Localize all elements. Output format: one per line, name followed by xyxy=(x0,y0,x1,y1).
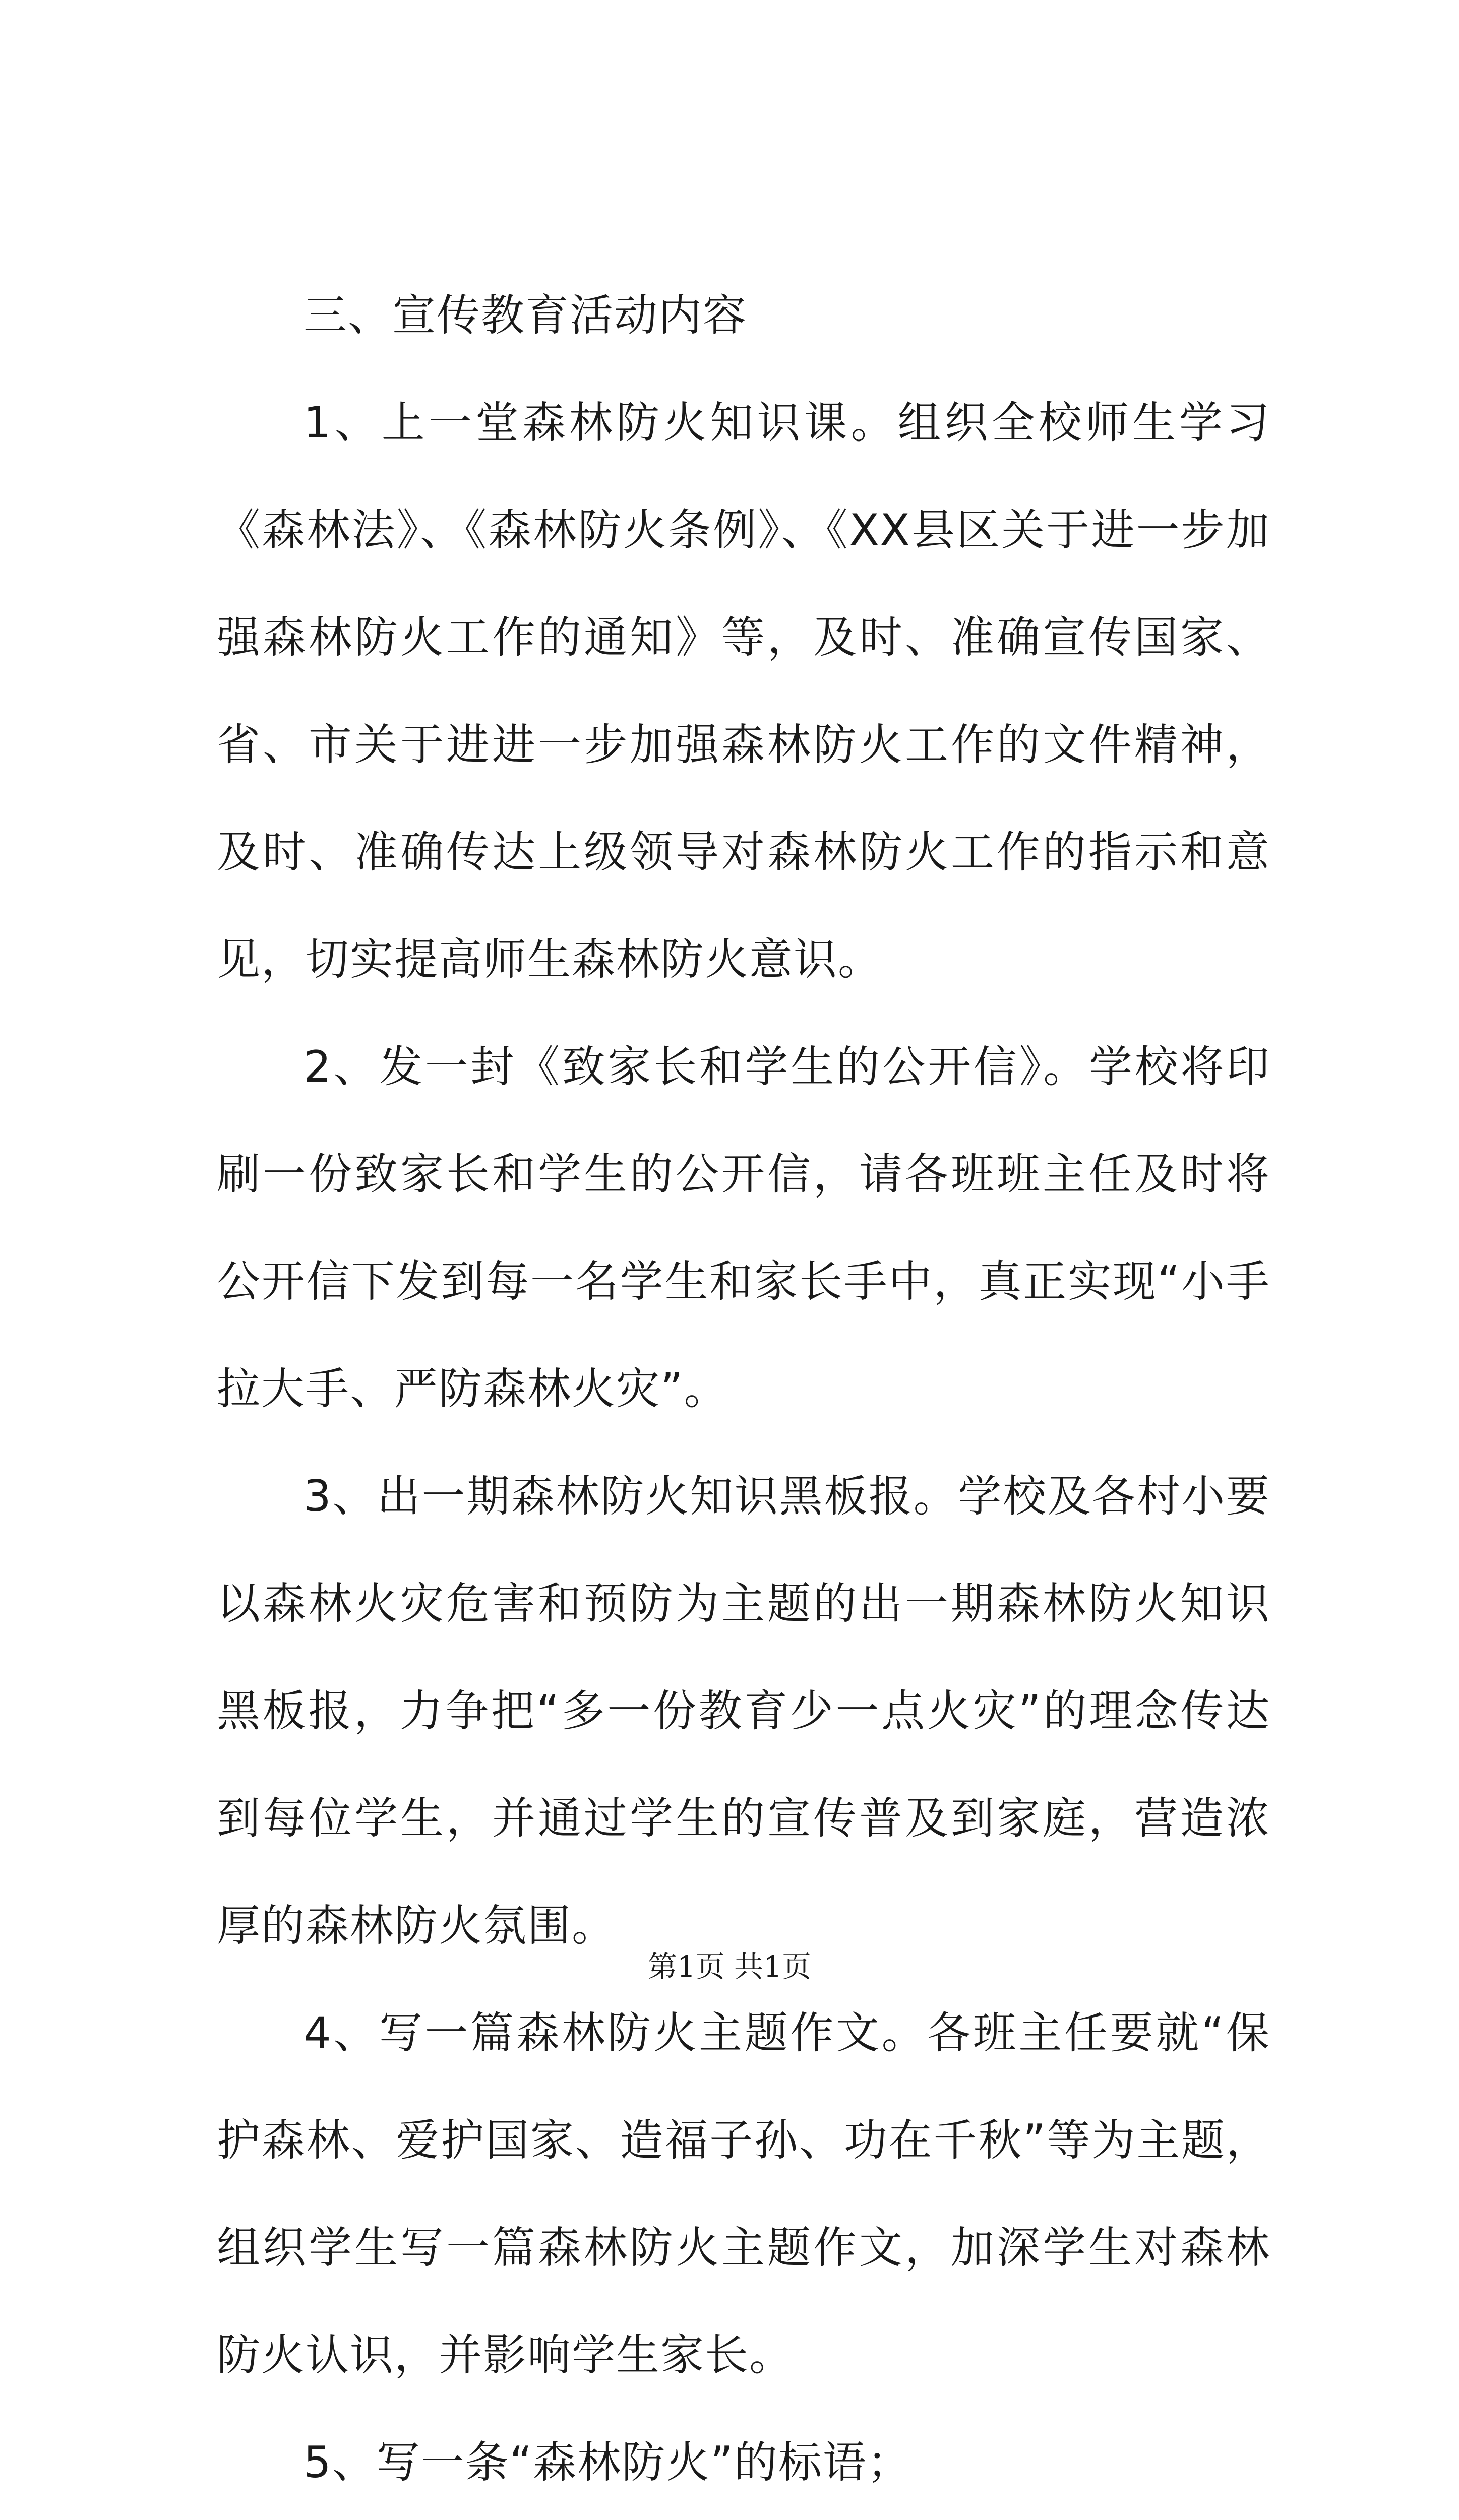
paragraph-5: 5、写一条“森林防火”的标语； xyxy=(303,2437,911,2488)
section-heading: 三、宣传教育活动内容 xyxy=(303,290,747,341)
paragraph-6 xyxy=(217,2516,1270,2520)
paragraph-2: 2、发一封《致家长和学生的公开信》。学校将印刷一份致家长和学生的公开信，请各班班主任及时将公开信下发到每一名学生和家长手中，真正实现“小手拉大手、严防森林火灾”。 xyxy=(217,1042,1270,1414)
paragraph-1: 1、上一堂森林防火知识课。组织全校师生学习《森林法》、《森林防火条例》、《XX县区关于进一步加强森林防火工作的通知》等，及时、准确宣传国家、省、市关于进进一步加强森林防火工作的文件精神，及时、准确传达上级领导对森林防火工作的指示和意见，切实提高师生森林防火意识。 xyxy=(217,398,1270,985)
paragraph-3: 3、出一期森林防火知识黑板报。学校及各村小要以森林火灾危害和预防为主题的出一期森林防火知识黑板报，力争把“多一份教育少一点火灾”的理念传达到每位学生，并通过学生的宣传普及到家庭，营造浓厚的森林防火氛围。 xyxy=(217,1471,1270,1951)
paragraph-4: 4、写一篇森林防火主题作文。各班主任要就“保护森林、爱护国家、造福子孙、功在千秋”等为主题，组织学生写一篇森林防火主题作文，加深学生对森林防火认识，并影响学生家长。 xyxy=(217,2008,1270,2380)
document-body xyxy=(217,262,1270,2520)
page-number-footer: 第1页 共1页 xyxy=(647,1949,812,1984)
